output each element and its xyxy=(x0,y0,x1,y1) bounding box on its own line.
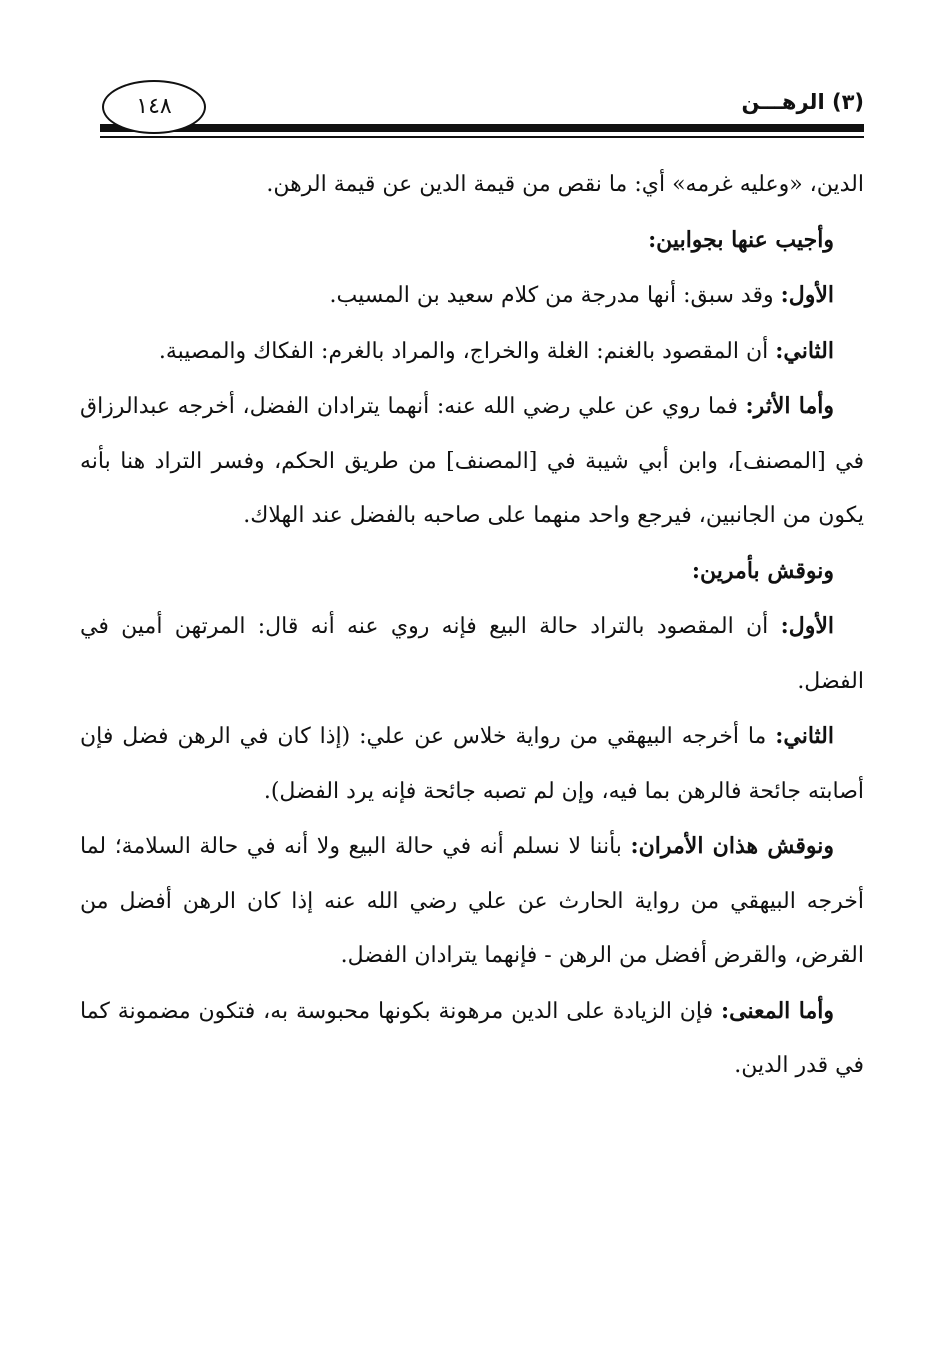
paragraph-text: الدين، «وعليه غرمه» أي: ما نقص من قيمة الدين عن قيمة الرهن. xyxy=(266,172,864,197)
paragraph-text: فإن الزيادة على الدين مرهونة بكونها محبوسة به، فتكون مضمونة كما في قدر الدين. xyxy=(80,998,864,1078)
paragraph-text: أن المقصود بالغنم: الغلة والخراج، والمراد بالغرم: الفكاك والمصيبة. xyxy=(158,338,776,364)
paragraph xyxy=(80,324,864,380)
paragraph xyxy=(80,544,864,600)
paragraph-lead: الأول: xyxy=(780,613,834,639)
running-title: (٣) الرهـــن xyxy=(741,90,864,114)
paragraph-lead: الثاني: xyxy=(775,723,834,749)
paragraph xyxy=(80,709,864,819)
paragraph xyxy=(80,213,864,269)
paragraph xyxy=(80,158,864,213)
page-header xyxy=(80,80,864,150)
paragraph-lead: وأجيب عنها بجوابين: xyxy=(648,226,834,253)
paragraph-text: فما روي عن علي رضي الله عنه: أنهما يترادان الفضل، أخرجه عبدالرزاق في [المصنف]، وابن أبي شيبة في [المصنف] من طريق الحكم، وفسر التراد هنا بأنه يكون من الجانبين، فيرجع واحد منهما على صاحبه بالفضل عند الهلاك. xyxy=(80,394,865,528)
paragraph-lead: وأما الأثر: xyxy=(745,393,834,419)
paragraph-lead: ونوقش بأمرين: xyxy=(691,557,834,584)
paragraph-lead: الثاني: xyxy=(775,337,834,364)
header-rule-thick xyxy=(100,124,864,132)
paragraph xyxy=(80,984,864,1094)
paragraph xyxy=(80,819,864,984)
paragraph-lead: ونوقش هذان الأمران: xyxy=(630,833,834,859)
body-text xyxy=(80,158,864,1094)
page-number: ١٤٨ xyxy=(102,80,206,134)
paragraph-text: وقد سبق: أنها مدرجة من كلام سعيد بن المسيب. xyxy=(329,283,781,308)
paragraph xyxy=(80,599,864,709)
header-rule-thin xyxy=(100,136,864,138)
paragraph-lead: وأما المعنى: xyxy=(721,997,834,1024)
paragraph xyxy=(80,268,864,324)
paragraph xyxy=(80,379,864,544)
paragraph-lead: الأول: xyxy=(780,282,834,308)
paragraph-text: ما أخرجه البيهقي من رواية خلاس عن علي: (إذا كان في الرهن فضل فإن أصابته جائحة فالرهن بما فيه، وإن لم تصبه جائحة فإنه يرد الفضل). xyxy=(80,724,864,804)
paragraph-text: أن المقصود بالتراد حالة البيع فإنه روي عنه أنه قال: المرتهن أمين في الفضل. xyxy=(80,614,864,694)
paragraph-text: بأننا لا نسلم أنه في حالة البيع ولا أنه في حالة السلامة؛ لما أخرجه البيهقي من رواية الحارث عن علي رضي الله عنه إذا كان الرهن أفضل من القرض، والقرض أفضل من الرهن - فإنهما يترادان الفضل. xyxy=(80,834,864,968)
